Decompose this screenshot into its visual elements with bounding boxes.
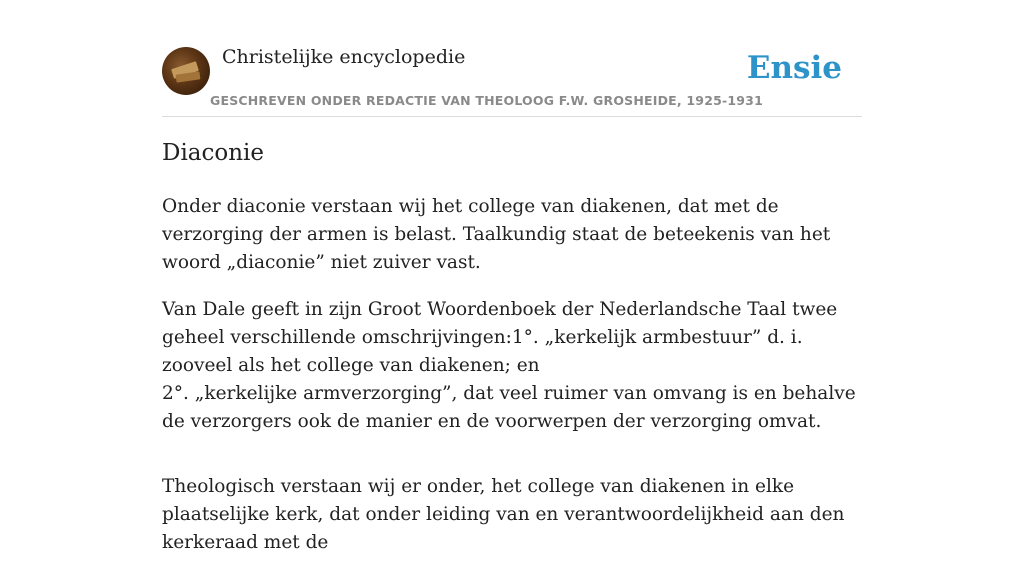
paragraph: Onder diaconie verstaan wij het college van diakenen, dat met de verzorging der armen is belast. Taalkundig staat de beteekenis van het woord „diaconie” niet zuiver vast.: [162, 196, 831, 273]
page-container: [162, 0, 862, 553]
site-header: [162, 0, 862, 117]
ensie-logo[interactable]: Ensie: [746, 50, 842, 86]
site-avatar[interactable]: [162, 47, 210, 95]
article-body: [162, 193, 862, 576]
article-title: Diaconie: [162, 140, 265, 166]
site-title[interactable]: Christelijke encyclopedie: [222, 46, 466, 68]
site-tagline: GESCHREVEN ONDER REDACTIE VAN THEOLOOG F.W. GROSHEIDE, 1925-1931: [210, 93, 763, 108]
paragraph: Theologisch verstaan wij er onder, het college van diakenen in elke plaatselijke kerk, dat onder leiding van en verantwoordelijkheid aan den kerkeraad met de: [162, 476, 845, 553]
book-icon: [176, 71, 201, 82]
paragraph: Van Dale geeft in zijn Groot Woordenboek der Nederlandsche Taal twee geheel verschillende omschrijvingen:1°. „kerkelijk armbestuur” d. i. zooveel als het college van diakenen; en: [162, 299, 838, 376]
paragraph: 2°. „kerkelijke armverzorging”, dat veel ruimer van omvang is en behalve de verzorgers ook de manier en de voorwerpen der verzorging omvat.: [162, 383, 856, 432]
